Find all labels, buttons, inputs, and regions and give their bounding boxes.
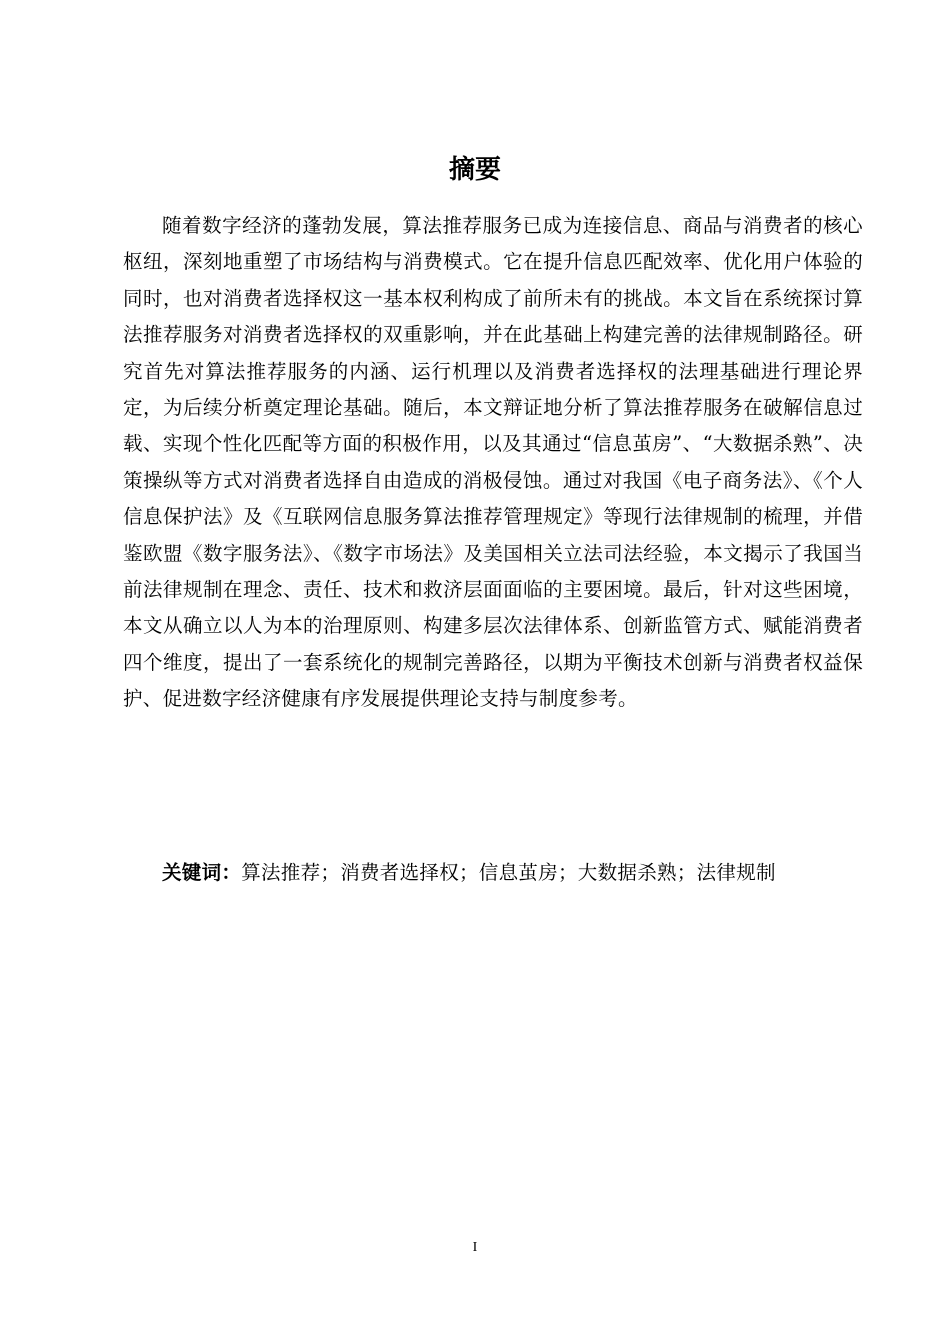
- page-number: I: [472, 1240, 478, 1255]
- page-title: 摘要: [448, 155, 501, 185]
- keywords-line: [123, 855, 883, 891]
- keywords-list: 算法推荐；消费者选择权；信息茧房；大数据杀熟；法律规制: [241, 861, 776, 884]
- abstract-paragraph: 随着数字经济的蓬勃发展，算法推荐服务已成为连接信息、商品与消费者的核心枢纽，深刻地重塑了市场结构与消费模式。它在提升信息匹配效率、优化用户体验的同时，也对消费者选择权这一基本权利构成了前所未有的挑战。本文旨在系统探讨算法推荐服务对消费者选择权的双重影响，并在此基础上构建完善的法律规制路径。研究首先对算法推荐服务的内涵、运行机理以及消费者选择权的法理基础进行理论界定，为后续分析奠定理论基础。随后，本文辩证地分析了算法推荐服务在破解信息过载、实现个性化匹配等方面的积极作用，以及其通过“信息茧房”、“大数据杀熟”、决策操纵等方式对消费者选择自由造成的消极侵蚀。通过对我国《电子商务法》、《个人信息保护法》及《互联网信息服务算法推荐管理规定》等现行法律规制的梳理，并借鉴欧盟《数字服务法》、《数字市场法》及美国相关立法司法经验，本文揭示了我国当前法律规制在理念、责任、技术和救济层面面临的主要困境。最后，针对这些困境，本文从确立以人为本的治理原则、构建多层次法律体系、创新监管方式、赋能消费者四个维度，提出了一套系统化的规制完善路径，以期为平衡技术创新与消费者权益保护、促进数字经济健康有序发展提供理论支持与制度参考。: [123, 214, 863, 711]
- keywords-label: 关键词：: [162, 861, 242, 884]
